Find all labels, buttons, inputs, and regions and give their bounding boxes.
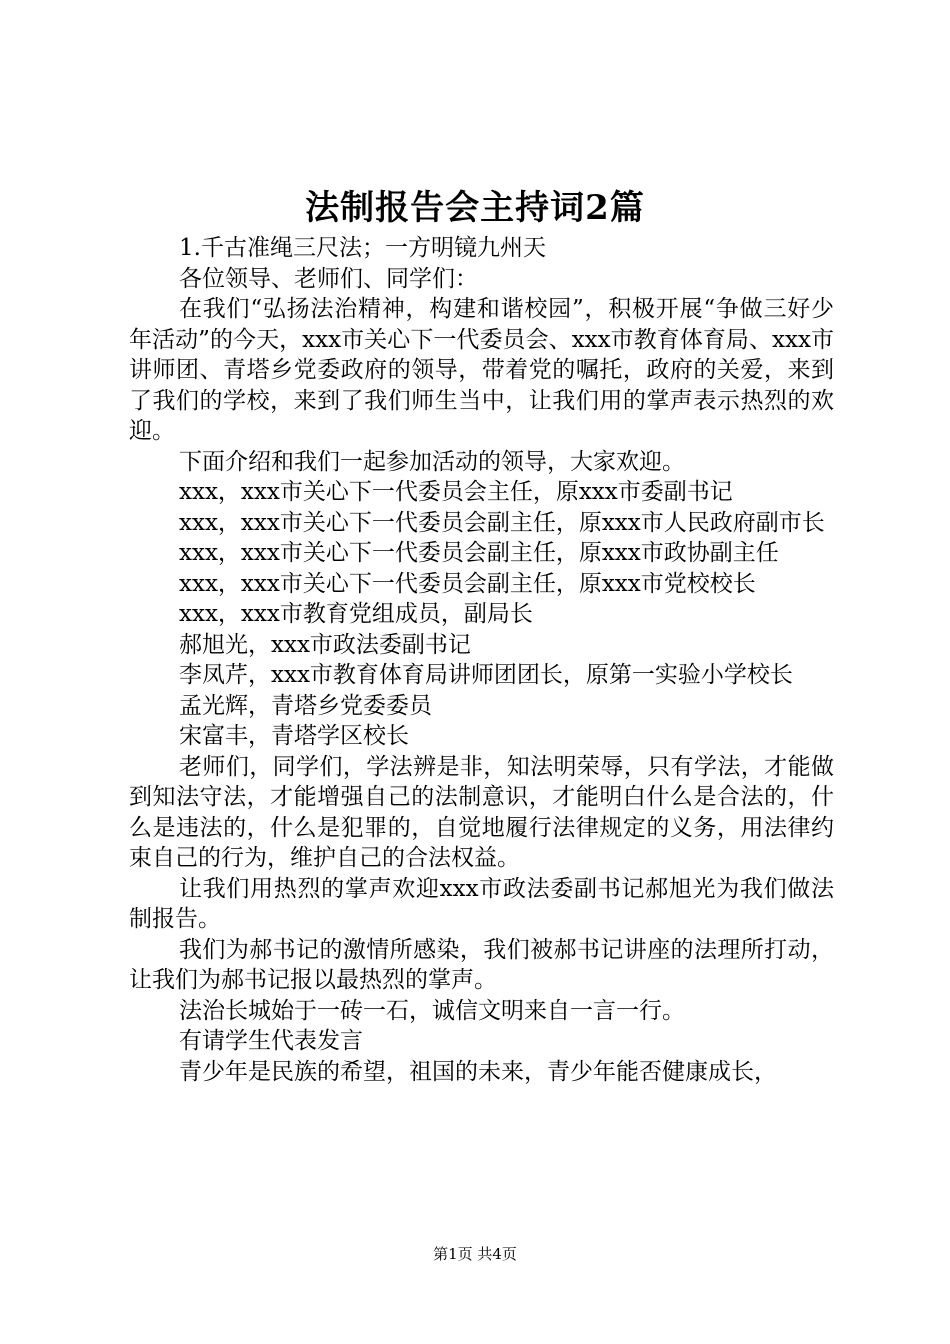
paragraph-guest-4: xxx，xxx市关心下一代委员会副主任，原xxx市党校校长 <box>179 570 756 597</box>
paragraph-guest-6: 郝旭光，xxx市政法委副书记 <box>179 631 471 658</box>
paragraph-student-speech: 有请学生代表发言 <box>179 1028 363 1054</box>
paragraph-motto: 法治长城始于一砖一石，诚信文明来自一言一行。 <box>179 997 685 1024</box>
paragraph-guest-3: xxx，xxx市关心下一代委员会副主任，原xxx市政协副主任 <box>179 540 779 566</box>
document-body <box>129 233 834 1087</box>
paragraph-heading-1: 1.千古准绳三尺法；一方明镜九州天 <box>179 235 546 261</box>
paragraph-guest-8: 孟光辉，青塔乡党委委员 <box>179 692 432 719</box>
paragraph-law-study: 老师们，同学们，学法辨是非，知法明荣辱，只有学法，才能做到知法守法，才能增强自己的法制意识，才能明白什么是合法的，什么是违法的，什么是犯罪的，自觉地履行法律规定的义务，用法律约束自己的行为，维护自己的合法权益。 <box>129 753 834 871</box>
page-footer: 第1页 共4页 <box>433 1245 517 1263</box>
paragraph-salutation: 各位领导、老师们、同学们： <box>179 265 478 292</box>
paragraph-welcome: 在我们“弘扬法治精神，构建和谐校园”，积极开展“争做三好少年活动”的今天，xxx市关心下一代委员会、xxx市教育体育局、xxx市讲师团、青塔乡党委政府的领导，带着党的嘱托，政府的关爱，来到了我们的学校，来到了我们师生当中，让我们用的掌声表示热烈的欢迎。 <box>129 296 834 444</box>
paragraph-report-invite: 让我们用热烈的掌声欢迎xxx市政法委副书记郝旭光为我们做法制报告。 <box>129 875 834 932</box>
paragraph-applause: 我们为郝书记的激情所感染，我们被郝书记讲座的法理所打动，让我们为郝书记报以最热烈的掌声。 <box>129 936 834 993</box>
document-title: 法制报告会主持词2篇 <box>305 188 645 228</box>
paragraph-guest-9: 宋富丰，青塔学区校长 <box>179 723 409 749</box>
paragraph-guest-1: xxx，xxx市关心下一代委员会主任，原xxx市委副书记 <box>179 479 733 505</box>
paragraph-guest-2: xxx，xxx市关心下一代委员会副主任，原xxx市人民政府副市长 <box>179 509 825 536</box>
paragraph-introduction: 下面介绍和我们一起参加活动的领导，大家欢迎。 <box>179 448 685 475</box>
paragraph-youth: 青少年是民族的希望，祖国的未来，青少年能否健康成长， <box>179 1058 777 1085</box>
paragraph-guest-7: 李凤芹，xxx市教育体育局讲师团团长，原第一实验小学校长 <box>179 662 793 688</box>
paragraph-guest-5: xxx，xxx市教育党组成员，副局长 <box>179 601 533 627</box>
